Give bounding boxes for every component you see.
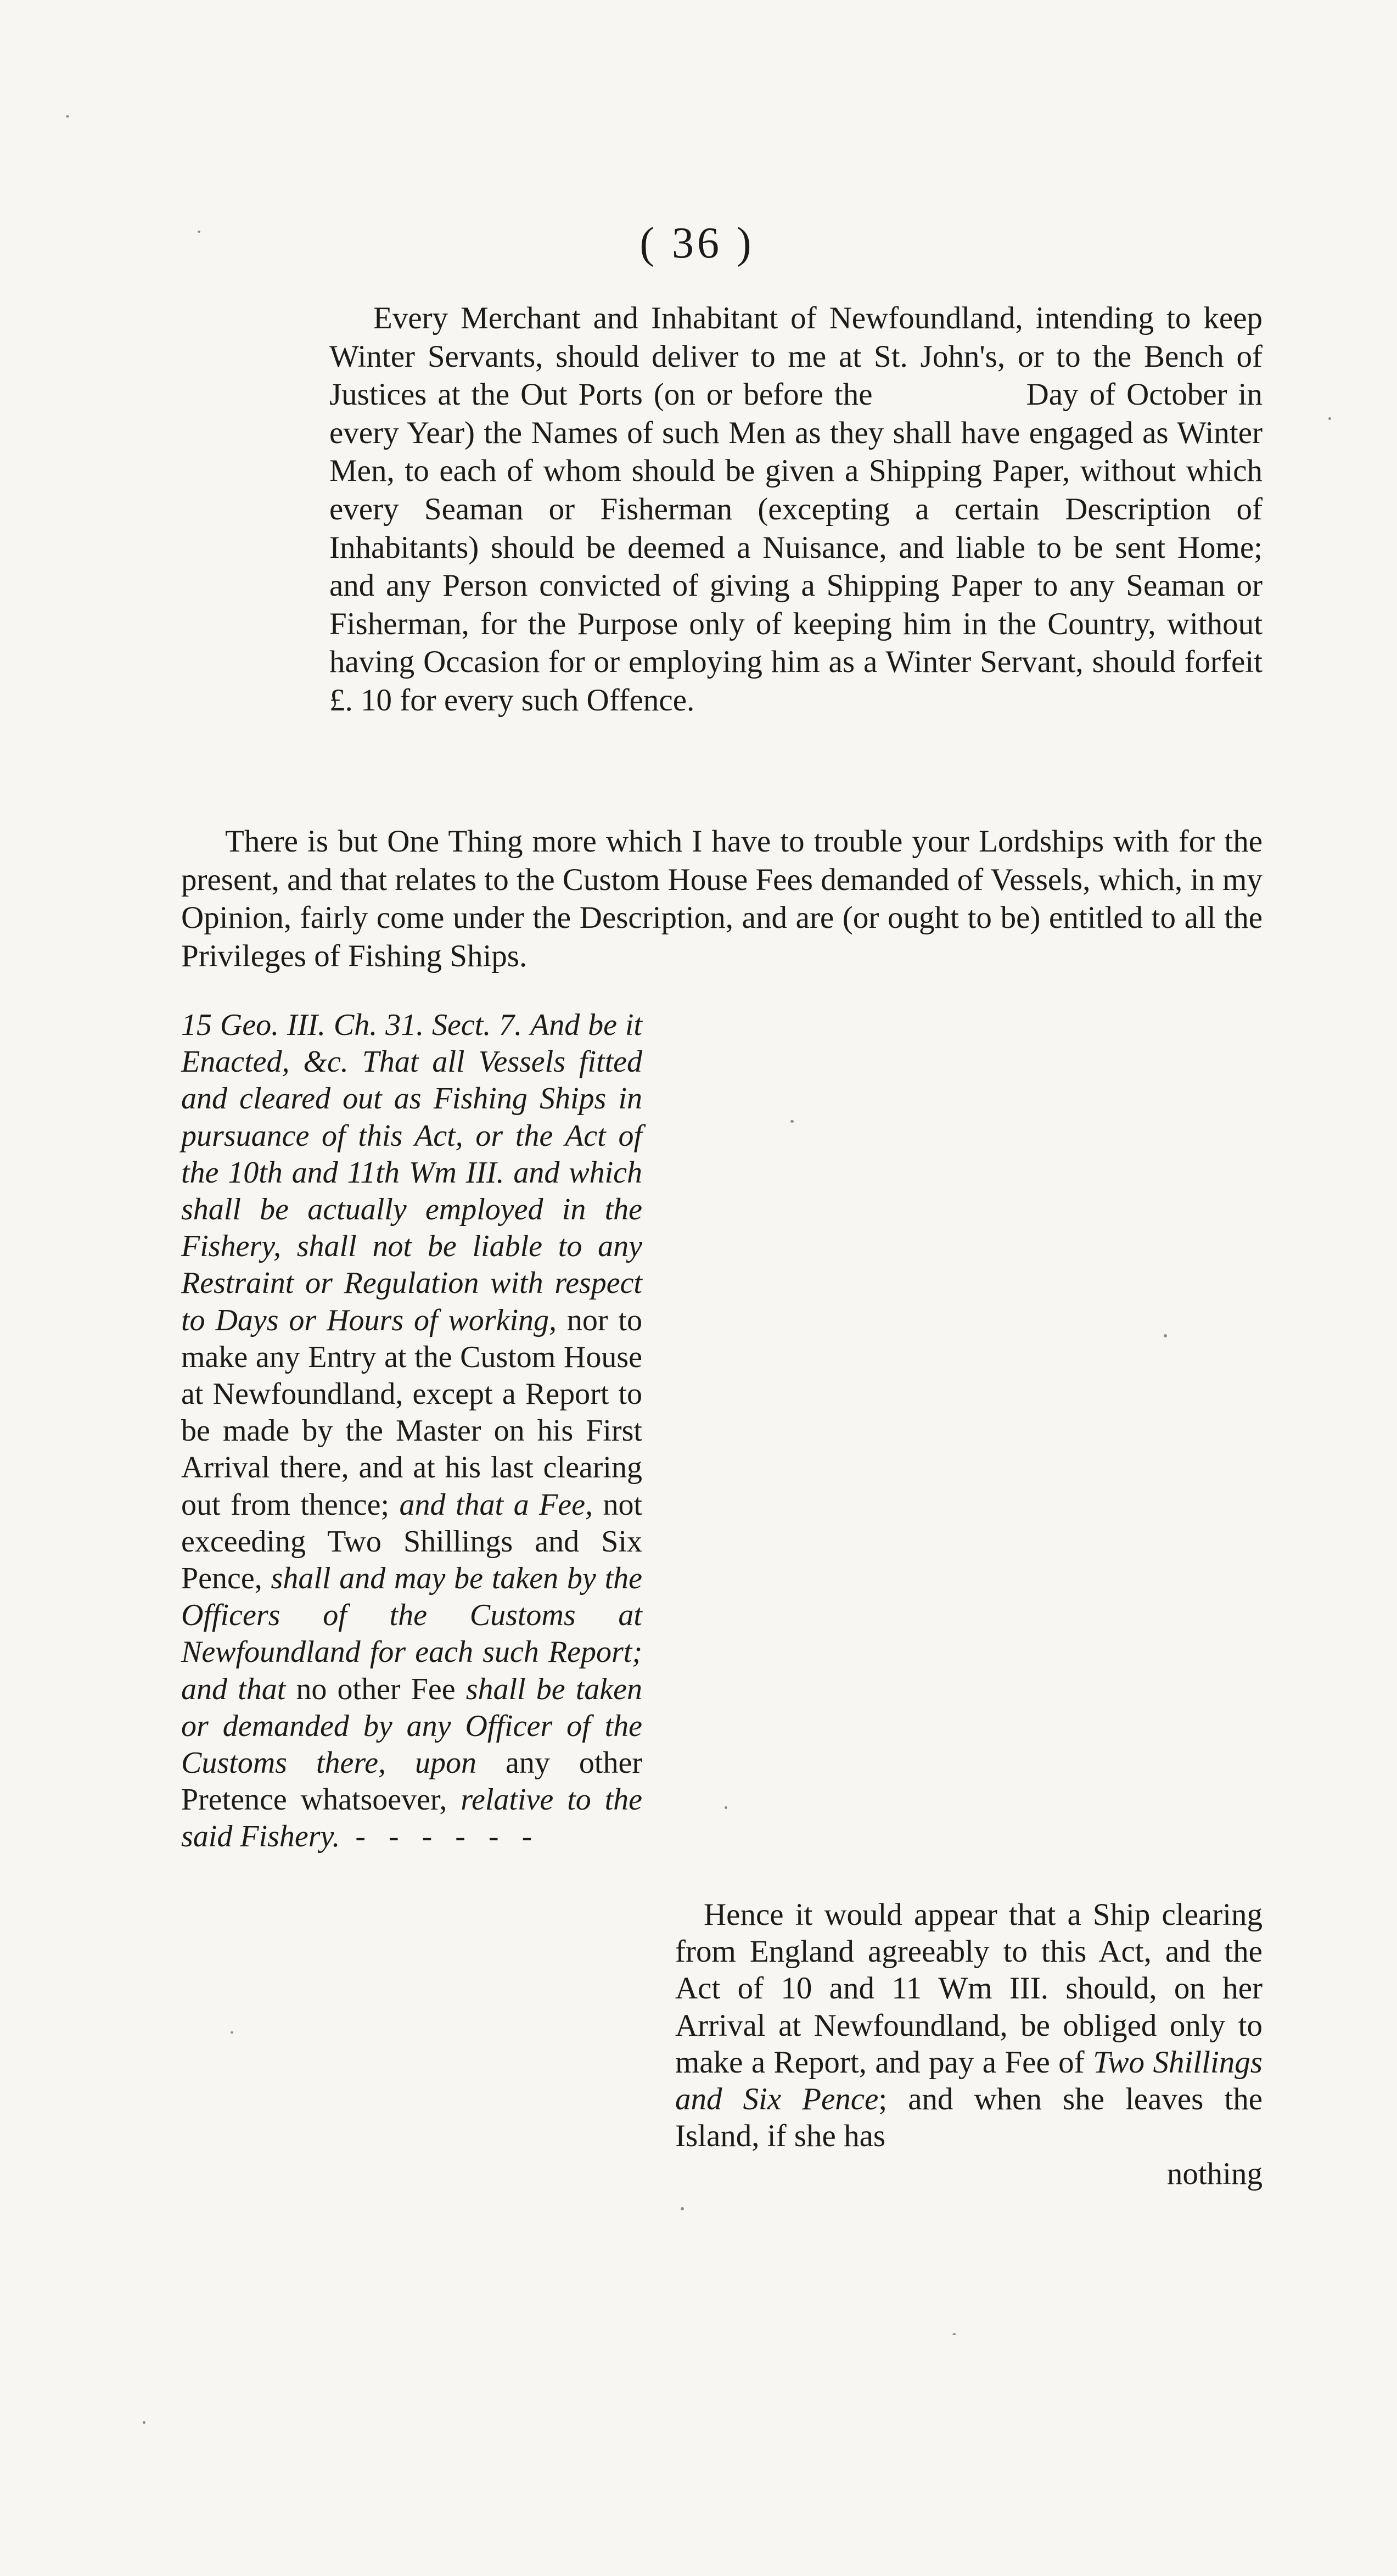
statute-quotation <box>181 1007 642 1856</box>
paper-speck <box>198 231 200 233</box>
statute-text-1: And be it Enacted, &c. That all Vessels fitted and cleared out as Fishing Ships in pursuance of this Act, or the Act of the 10th and 11th Wm III. and which shall be actually employed in the Fishery, shall not be liable to any Restraint or Regulation with respect to Days or Hours of working, <box>181 1008 642 1337</box>
statute-text-7: shall be taken or demanded by any Officer of the Customs there, upon <box>181 1672 642 1780</box>
statute-text-3: and that a Fee, <box>399 1487 593 1522</box>
paragraph-winter-servants-part-b: Day of October in every Year) the Names of such Men as they shall have engaged as Winter Men, to each of whom should be given a Shipping Paper, without which every Seaman or Fisherman (excepting a certain Description of Inhabitants) should be deemed a Nuisance, and liable to be sent Home; and any Person convicted of giving a Shipping Paper to any Seaman or Fisherman, for the Purpose only of keeping him in the Country, without having Occasion for or employing him as a Winter Servant, should forfeit £. 10 for every such Offence. <box>329 377 1263 718</box>
paper-speck <box>143 2421 145 2424</box>
paper-speck <box>790 1120 794 1123</box>
statute-text-2: nor to make any Entry at the Custom House at Newfoundland, except a Report to be made by the Master on his First Arrival there, and at his last clearing out from thence; <box>181 1303 642 1522</box>
commentary-paragraph <box>675 1896 1263 2154</box>
page-number: ( 36 ) <box>639 219 755 267</box>
statute-text-9: relative to the said Fishery. <box>181 1783 642 1854</box>
statute-text-4: not exceeding Two Shillings and Six Pence, <box>181 1487 642 1596</box>
statute-dashes: - - - - - - <box>340 1819 540 1854</box>
commentary-text-2: Two Shillings and Six Pence <box>675 2045 1263 2117</box>
paper-speck <box>1164 1334 1167 1337</box>
catchword: nothing <box>1166 2157 1263 2191</box>
paragraph-winter-servants-part-a: Every Merchant and Inhabitant of Newfoundland, intending to keep Winter Servants, should deliver to me at St. John's, or to the Bench of Justices at the Out Ports (on or before the <box>329 301 1263 412</box>
commentary-text-3: ; and when she leaves the Island, if she has <box>675 2082 1263 2154</box>
paragraph-custom-house-fees: There is but One Thing more which I have to trouble your Lordships with for the present, and that relates to the Custom House Fees demanded of Vessels, which, in my Opinion, fairly come under the Description, and are (or ought to be) entitled to all the Privileges of Fishing Ships. <box>181 824 1263 973</box>
statute-text-5: shall and may be taken by the Officers of the Customs at Newfoundland for each such Report; and that <box>181 1561 642 1706</box>
paper-speck <box>1328 417 1331 420</box>
statute-text-8: any other Pretence whatsoever, <box>181 1746 642 1817</box>
paper-speck <box>231 2031 233 2034</box>
paper-speck <box>681 2207 684 2210</box>
statute-text-6: no other Fee <box>285 1672 466 1706</box>
commentary-text-1: Hence it would appear that a Ship clearing from England agreeably to this Act, and the Act of 10 and 11 Wm III. should, on her Arrival at Newfoundland, be obliged only to make a Report, and pay a Fee of <box>675 1897 1263 2080</box>
paper-speck <box>725 1806 727 1809</box>
paper-speck <box>66 115 69 117</box>
paragraph-winter-servants <box>329 299 1263 720</box>
paper-speck <box>952 2333 956 2335</box>
statute-citation: 15 Geo. III. Ch. 31. Sect. 7. <box>181 1008 523 1042</box>
